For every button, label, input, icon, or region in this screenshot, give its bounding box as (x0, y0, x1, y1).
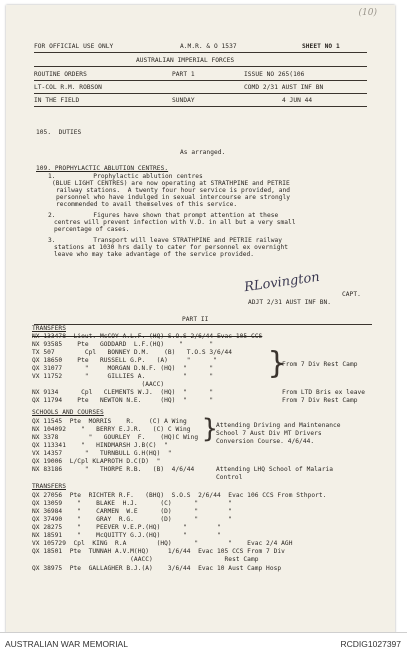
transfer-note: From LTD Bris ex leave (282, 389, 366, 396)
transfer2-row: QX 18501 Pte TUNNAH A.V.M(HQ) 1/6/44 Evac 105 CCS From 7 Div (32, 548, 285, 555)
transfer2-row: QX 28275 " PEEVER V.E.P.(HQ) " " (32, 524, 221, 531)
transfer2-row: QX 37490 " GRAY R.G. (D) " " (32, 516, 233, 523)
school-row: NX 104092 " BERRY E.J.R. (C) C Wing (32, 426, 191, 433)
para3-line: leave who may take advantage of the service provided. (54, 251, 255, 258)
school-note: Conversion Course. 4/6/44. (216, 438, 315, 445)
school-row: QX 19006 L/Cpl KLAPROTH D.C(D) " (32, 458, 161, 465)
para1-line: recommended to avail themselves of this service. (56, 201, 238, 208)
para1-line: personnel who have indulged in sexual intercourse are strongly (56, 194, 291, 201)
brace: } (202, 414, 218, 444)
issue-number: ISSUE NO 265(106 (244, 71, 305, 78)
transfers2-heading: TRANSFERS (32, 483, 66, 490)
document-page (6, 5, 395, 633)
transfer2-row: QX 38975 Pte GALLAGHER B.J.(A) 3/6/44 Evac 10 Aust Camp Hosp (32, 565, 282, 572)
signatory-rank: CAPT. (342, 291, 361, 298)
transfer2-row: NX 18591 " McQUITTY G.J.(HQ) " " (32, 532, 221, 539)
archive-source: AUSTRALIAN WAR MEMORIAL (5, 639, 128, 649)
part2-rule (34, 324, 372, 325)
transfer2-row: QX 13059 " BLAKE H.J. (C) " " (32, 500, 233, 507)
header-rule (34, 80, 367, 81)
security-classification: FOR OFFICIAL USE ONLY (34, 43, 114, 50)
duties-heading: 105. DUTIES (36, 129, 82, 136)
para3-line: 3. Transport will leave STRATHPINE and PETRIE railway (48, 237, 283, 244)
transfer-row: QX 31077 " MORGAN D.N.F. (HQ) " " (32, 365, 214, 372)
school-note: School 7 Aust Div MT Drivers (216, 430, 322, 437)
transfer-note: From 7 Div Rest Camp (282, 397, 358, 404)
transfers-heading: TRANSFERS (32, 325, 66, 332)
command-line: COMD 2/31 AUST INF BN (244, 84, 324, 91)
transfer-row: NX 93585 Pte GODDARD L.F.(HQ) " " (32, 341, 214, 348)
date: 4 JUN 44 (282, 97, 313, 104)
transfer-note: From 7 Div Rest Camp (282, 361, 358, 368)
para2-line: centres will prevent infection with V.D. in all but a very small (54, 219, 296, 226)
para1-line: 1. Prophylactic ablution centres (48, 173, 203, 180)
transfer2-row: NX 36984 " CARMEN W.E (D) " " (32, 508, 233, 515)
signatory-appointment: ADJT 2/31 AUST INF BN. (248, 299, 332, 306)
para1-line: railway stations. A twenty four hour service is provided, and (56, 187, 291, 194)
transfer-row: VX 11752 " GILLIES A. " " (32, 373, 214, 380)
location: IN THE FIELD (34, 97, 80, 104)
para2-line: 2. Figures have shown that prompt attention at these (48, 212, 279, 219)
header-rule (34, 66, 367, 67)
header-rule (34, 93, 367, 94)
school-row: QX 113341 " HINDMARSH J.B(C) " (32, 442, 168, 449)
duties-text: As arranged. (180, 149, 226, 156)
schools-heading: SCHOOLS AND COURSES (32, 409, 104, 416)
prophylactic-heading: 109. PROPHYLACTIC ABLUTION CENTRES. (36, 165, 169, 172)
para2-line: percentage of cases. (54, 226, 130, 233)
school-note: Control (216, 474, 243, 481)
transfer2-row: QX 27056 Pte RICHTER R.F. (BHQ) S.O.S 2/6/44 Evac 106 CCS From Sthport. (32, 492, 327, 499)
transfer-row: NX 133478 Lieut. McCOY A.L.F. (HQ) S.O.S 2/6/44 Evac 105 CCS (32, 333, 263, 340)
school-row: NX 83186 " THORPE R.B. (B) 4/6/44 (32, 466, 195, 473)
school-row: NX 3378 " GOURLEY F. (HQ)C Wing (32, 434, 199, 441)
sheet-number: SHEET NO 1 (302, 43, 340, 50)
brace: } (268, 346, 287, 381)
part2-heading: PART II (182, 316, 209, 323)
transfer-row: QX 18650 Pte RUSSELL G.P. (A) " " (32, 357, 217, 364)
transfer-row: (AACC) (32, 381, 165, 388)
para3-line: stations at 1030 hrs daily to cater for personnel ex overnight (54, 244, 289, 251)
transfer-row: TX 507 Cpl BONNEY D.M. (B) T.O.S 3/6/44 (32, 349, 233, 356)
para1-line: (BLUE LIGHT CENTRES) are now operating at STRATHPINE and PETRIE (52, 180, 290, 187)
transfer2-row: VX 105729 Cpl KING R.A (HQ) " " Evac 2/4 AGH (32, 540, 293, 547)
header-rule (34, 106, 367, 107)
page-number-annotation: (10) (358, 8, 377, 18)
header-rule (34, 52, 367, 53)
school-note: Attending Driving and Maintenance (216, 422, 341, 429)
school-note: Attending LHQ School of Malaria (216, 466, 334, 473)
transfer-row: QX 11794 Pte NEWTON N.E. (HQ) " " (32, 397, 214, 404)
officer-name: LT-COL R.M. ROBSON (34, 84, 102, 91)
handwritten-signature: RLovington (243, 269, 321, 296)
day: SUNDAY (172, 97, 195, 104)
school-row: QX 11545 Pte MORRIS R. (C) A Wing (32, 418, 187, 425)
form-number: A.M.R. & O 1537 (180, 43, 237, 50)
orders-type: ROUTINE ORDERS (34, 71, 87, 78)
force-name: AUSTRALIAN IMPERIAL FORCES (136, 57, 235, 64)
school-row: VX 14357 " TURNBULL G.H(HQ) " (32, 450, 172, 457)
transfer2-row: (AACC) Rest Camp (32, 556, 259, 563)
archive-reference: RCDIG1027397 (340, 639, 401, 649)
part-label: PART 1 (172, 71, 195, 78)
transfer-row: NX 9134 Cpl CLEMENTS W.J. (HQ) " " (32, 389, 214, 396)
archive-footer (0, 632, 407, 654)
